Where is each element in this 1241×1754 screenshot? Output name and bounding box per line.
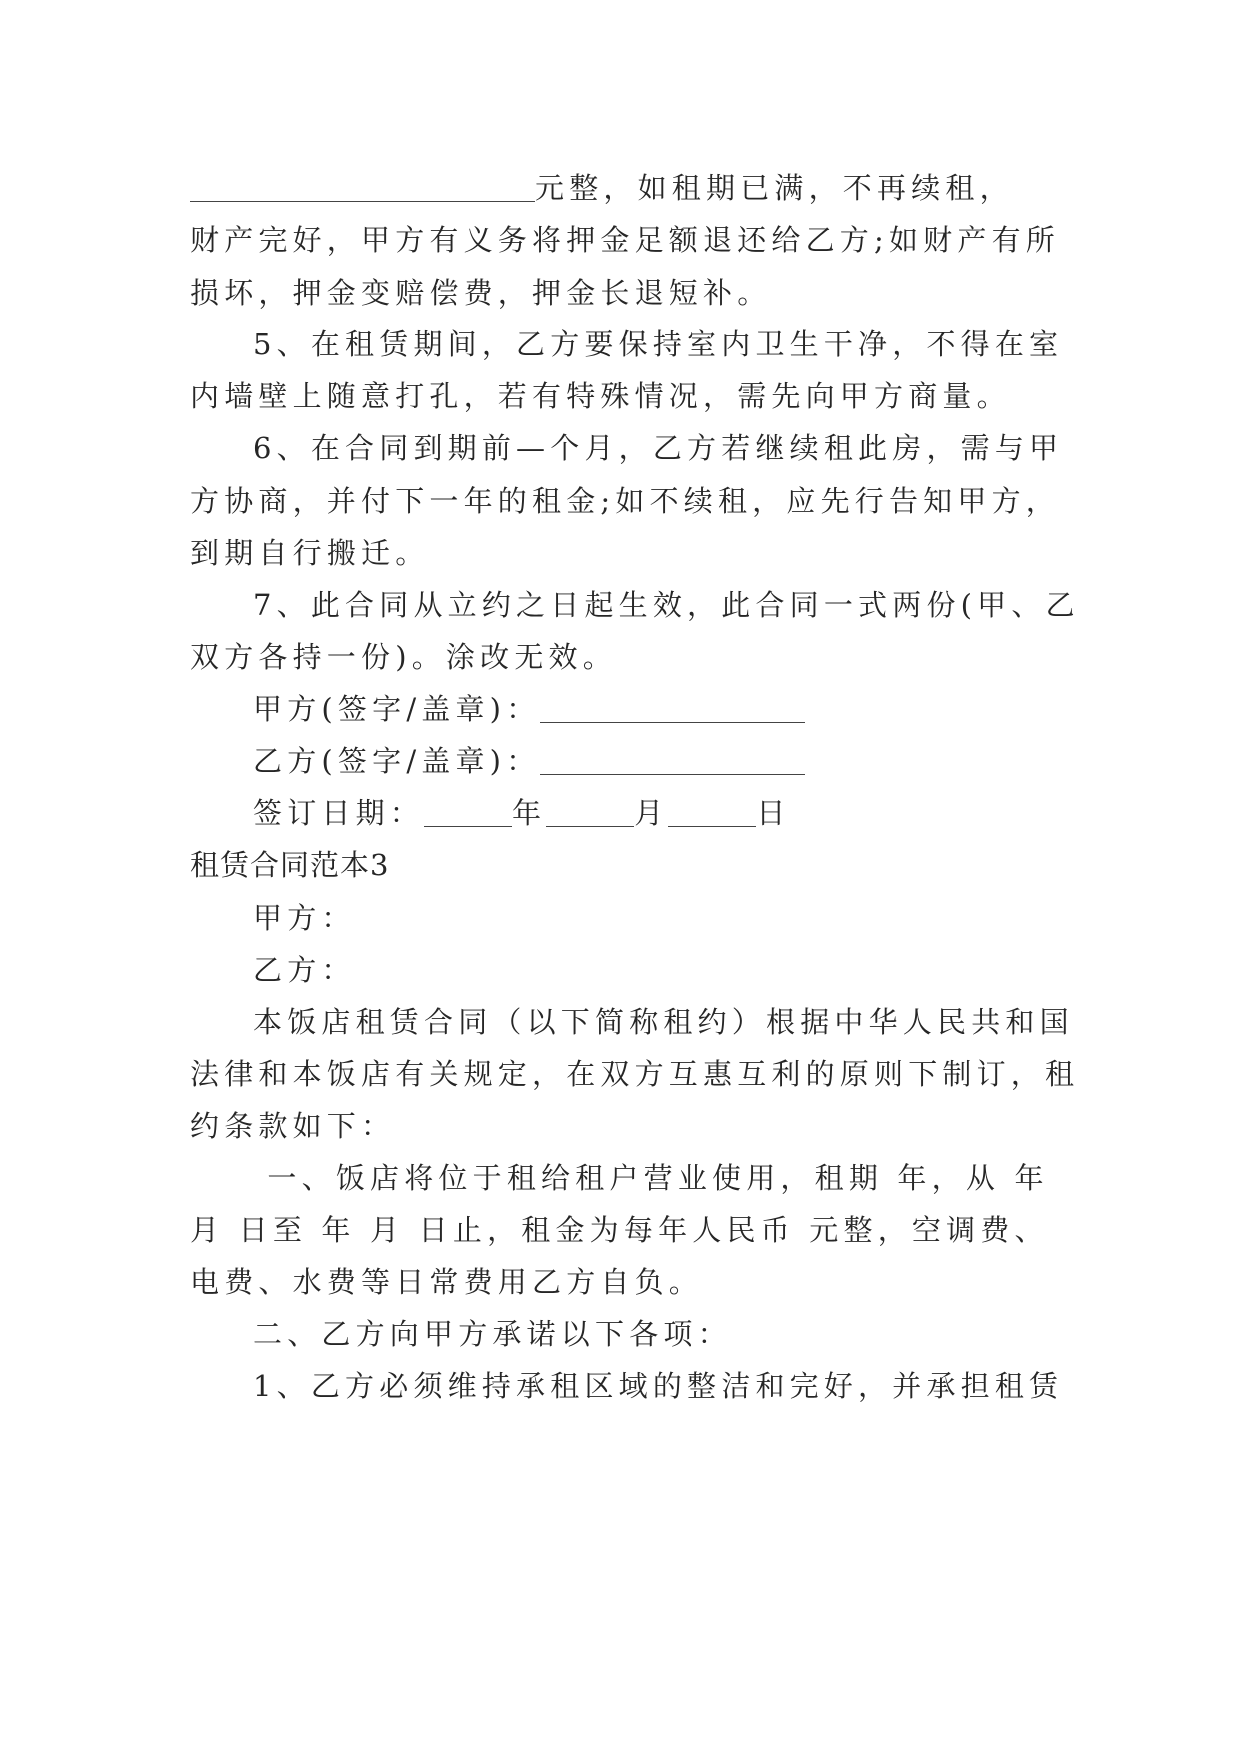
section-title: 租赁合同范本3 <box>190 848 390 882</box>
paragraph-line: 损坏，押金变赔偿费，押金长退短补。 <box>190 276 772 310</box>
party-a-signature-line: 甲方(签字/盖章)： <box>253 689 1113 729</box>
signature-blank <box>540 744 805 775</box>
paragraph-line: 法律和本饭店有关规定，在双方互惠互利的原则下制订，租 <box>190 1057 1080 1091</box>
year-blank <box>424 796 512 827</box>
paragraph-line: 6、在合同到期前—个月，乙方若继续租此房，需与甲 <box>253 431 1064 465</box>
paragraph-line: 月 日至 年 月 日止，租金为每年人民币 元整，空调费、 <box>190 1213 1049 1247</box>
party-b-line: 乙方： <box>253 953 356 987</box>
paragraph-line: 财产完好，甲方有义务将押金足额退还给乙方;如财产有所 <box>190 223 1060 257</box>
paragraph-line: 电费、水费等日常费用乙方自负。 <box>190 1265 704 1299</box>
clause-heading: 二、乙方向甲方承诺以下各项： <box>253 1317 732 1351</box>
paragraph-line: 5、在租赁期间，乙方要保持室内卫生干净，不得在室 <box>253 327 1064 361</box>
paragraph-line: 元整，如租期已满，不再续租， <box>190 168 1050 208</box>
paragraph-line: 到期自行搬迁。 <box>190 536 430 570</box>
day-blank <box>668 796 756 827</box>
paragraph-line: 内墙壁上随意打孔，若有特殊情况，需先向甲方商量。 <box>190 379 1011 413</box>
paragraph-line: 约条款如下： <box>190 1109 396 1143</box>
party-a-line: 甲方： <box>253 901 356 935</box>
paragraph-line: 双方各持一份)。涂改无效。 <box>190 640 617 674</box>
month-blank <box>546 796 634 827</box>
fill-in-blank <box>190 171 535 202</box>
paragraph-line: 本饭店租赁合同（以下简称租约）根据中华人民共和国 <box>253 1005 1074 1039</box>
paragraph-line: 方协商，并付下一年的租金;如不续租，应先行告知甲方， <box>190 484 1060 518</box>
party-b-signature-line: 乙方(签字/盖章)： <box>253 741 1113 781</box>
signing-date-line: 签订日期： 年 月 日 <box>253 796 791 830</box>
paragraph-line: 一、饭店将位于租给租户营业使用，租期 年，从 年 <box>253 1161 1049 1195</box>
paragraph-line: 7、此合同从立约之日起生效，此合同一式两份(甲、乙 <box>253 588 1080 622</box>
signature-blank <box>540 692 805 723</box>
paragraph-line: 1、乙方必须维持承租区域的整洁和完好，并承担租赁 <box>253 1369 1064 1403</box>
